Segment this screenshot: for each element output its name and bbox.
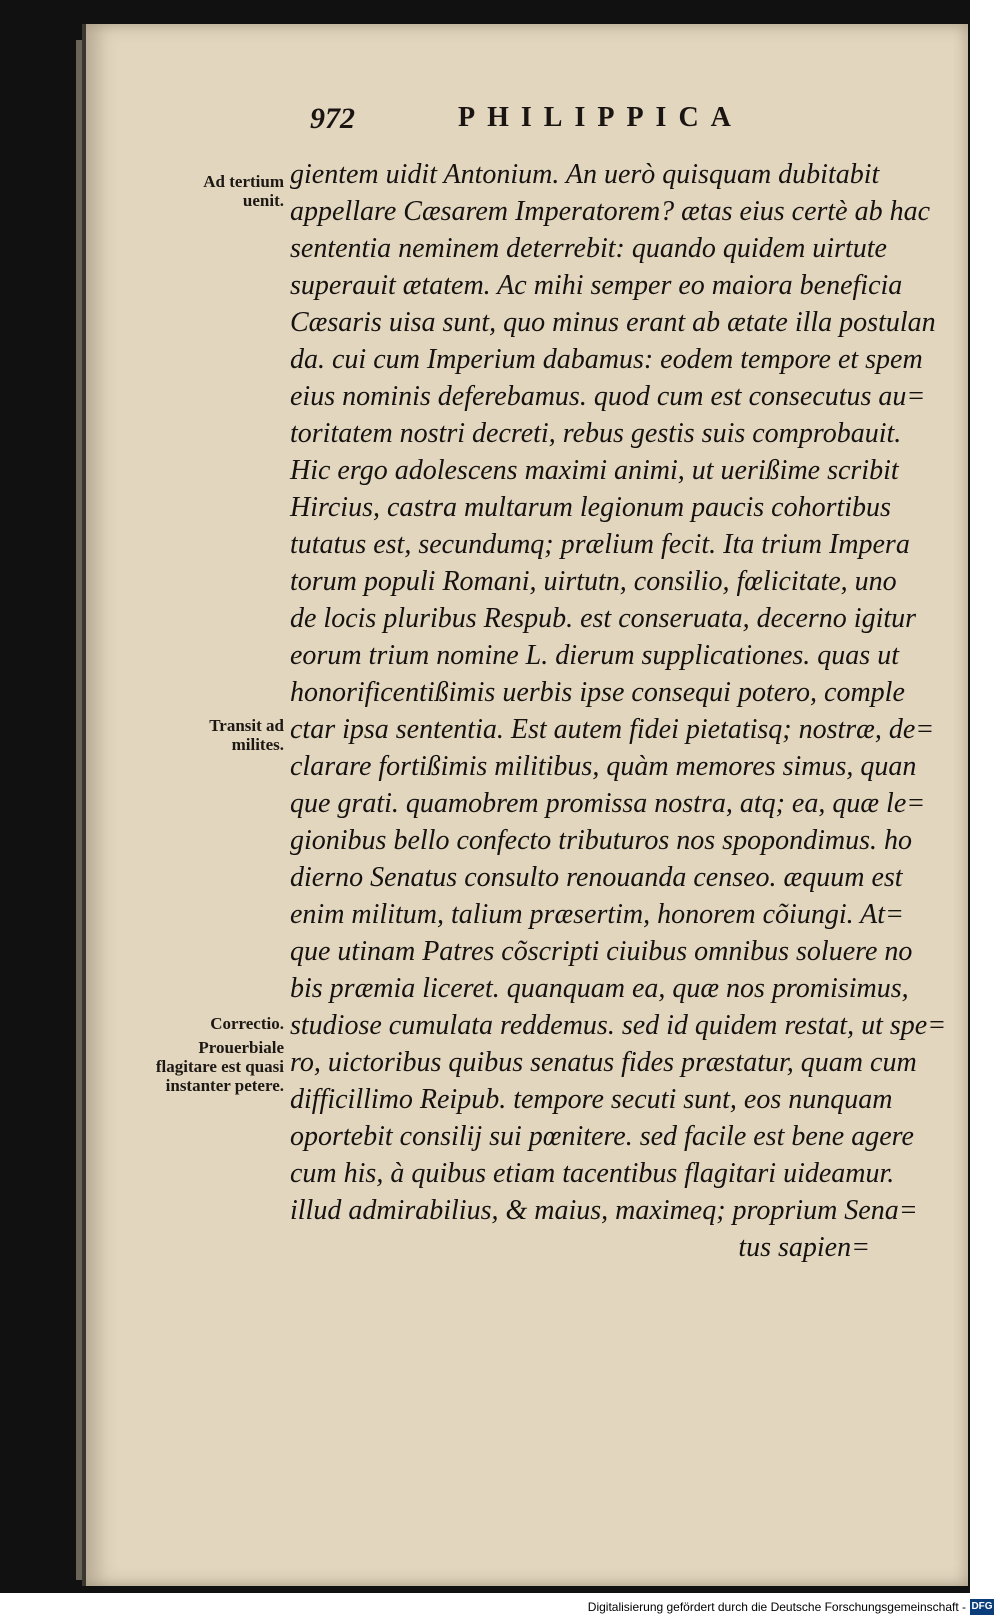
text-line: torum populi Romani, uirtutn, consilio, fœlicitate, uno bbox=[290, 566, 897, 597]
text-line: studiose cumulata reddemus. sed id quidem restat, ut spe= bbox=[290, 1010, 947, 1041]
text-line: illud admirabilius, & maius, maximeq; proprium Sena= bbox=[290, 1195, 918, 1226]
margin-note-transit: Transit ad milites. bbox=[209, 716, 284, 754]
text-line: ro, uictoribus quibus senatus fides præstatur, quam cum bbox=[290, 1047, 917, 1078]
text-line: Cæsaris uisa sunt, quo minus erant ab ætate illa postulan bbox=[290, 307, 936, 338]
text-line: difficillimo Reipub. tempore secuti sunt, eos nunquam bbox=[290, 1084, 893, 1115]
text-line: sententia neminem deterrebit: quando quidem uirtute bbox=[290, 233, 887, 264]
text-line: oportebit consilij sui pœnitere. sed facile est bene agere bbox=[290, 1121, 914, 1152]
running-title: PHILIPPICA bbox=[458, 102, 743, 133]
text-line: toritatem nostri decreti, rebus gestis suis comprobauit. bbox=[290, 418, 902, 449]
page-number: 972 bbox=[310, 102, 355, 135]
text-line: gientem uidit Antonium. An uerò quisquam dubitabit bbox=[290, 159, 880, 190]
text-line: appellare Cæsarem Imperatorem? ætas eius certè ab hac bbox=[290, 196, 931, 227]
text-line: Hic ergo adolescens maximi animi, ut uerißime scribit bbox=[290, 455, 899, 486]
text-line: honorificentißimis uerbis ipse consequi potero, comple bbox=[290, 677, 905, 708]
text-line: enim militum, talium præsertim, honorem cõiungi. At= bbox=[290, 899, 904, 930]
text-line: bis præmia liceret. quanquam ea, quæ nos promisimus, bbox=[290, 973, 909, 1004]
text-line: eorum trium nomine L. dierum supplicationes. quas ut bbox=[290, 640, 899, 671]
text-line: Hircius, castra multarum legionum paucis cohortibus bbox=[290, 492, 891, 523]
footer-bar bbox=[0, 1596, 1000, 1623]
text-line: de locis pluribus Respub. est conseruata, decerno igitur bbox=[290, 603, 917, 634]
text-line: cum his, à quibus etiam tacentibus flagitari uideamur. bbox=[290, 1158, 895, 1189]
dfg-logo-icon: DFG bbox=[970, 1599, 994, 1615]
text-line: superauit ætatem. Ac mihi semper eo maiora beneficia bbox=[290, 270, 903, 301]
margin-note-prouerbiale: Prouerbiale flagitare est quasi instanter petere. bbox=[155, 1038, 284, 1095]
catchword-line: tus sapien= bbox=[738, 1232, 870, 1263]
text-line: que grati. quamobrem promissa nostra, atq; ea, quæ le= bbox=[290, 788, 926, 819]
text-line: que utinam Patres cõscripti ciuibus omnibus soluere no bbox=[290, 936, 913, 967]
margin-note-ad-tertium: Ad tertium uenit. bbox=[203, 172, 284, 210]
text-line: da. cui cum Imperium dabamus: eodem tempore et spem bbox=[290, 344, 923, 375]
text-line: clarare fortißimis militibus, quàm memores simus, quan bbox=[290, 751, 917, 782]
page-header bbox=[0, 102, 1000, 142]
text-line: gionibus bello confecto tributuros nos spopondimus. ho bbox=[290, 825, 912, 856]
text-line: eius nominis deferebamus. quod cum est consecutus au= bbox=[290, 381, 926, 412]
funding-credit: Digitalisierung gefördert durch die Deutsche Forschungsgemeinschaft - bbox=[587, 1600, 966, 1614]
margin-note-correctio: Correctio. bbox=[210, 1014, 284, 1033]
body-text bbox=[290, 156, 947, 1266]
text-line: tutatus est, secundumq; prælium fecit. Ita trium Impera bbox=[290, 529, 910, 560]
text-line: ctar ipsa sententia. Est autem fidei pietatisq; nostræ, de= bbox=[290, 714, 935, 745]
text-line: dierno Senatus consulto renouanda censeo. æquum est bbox=[290, 862, 903, 893]
